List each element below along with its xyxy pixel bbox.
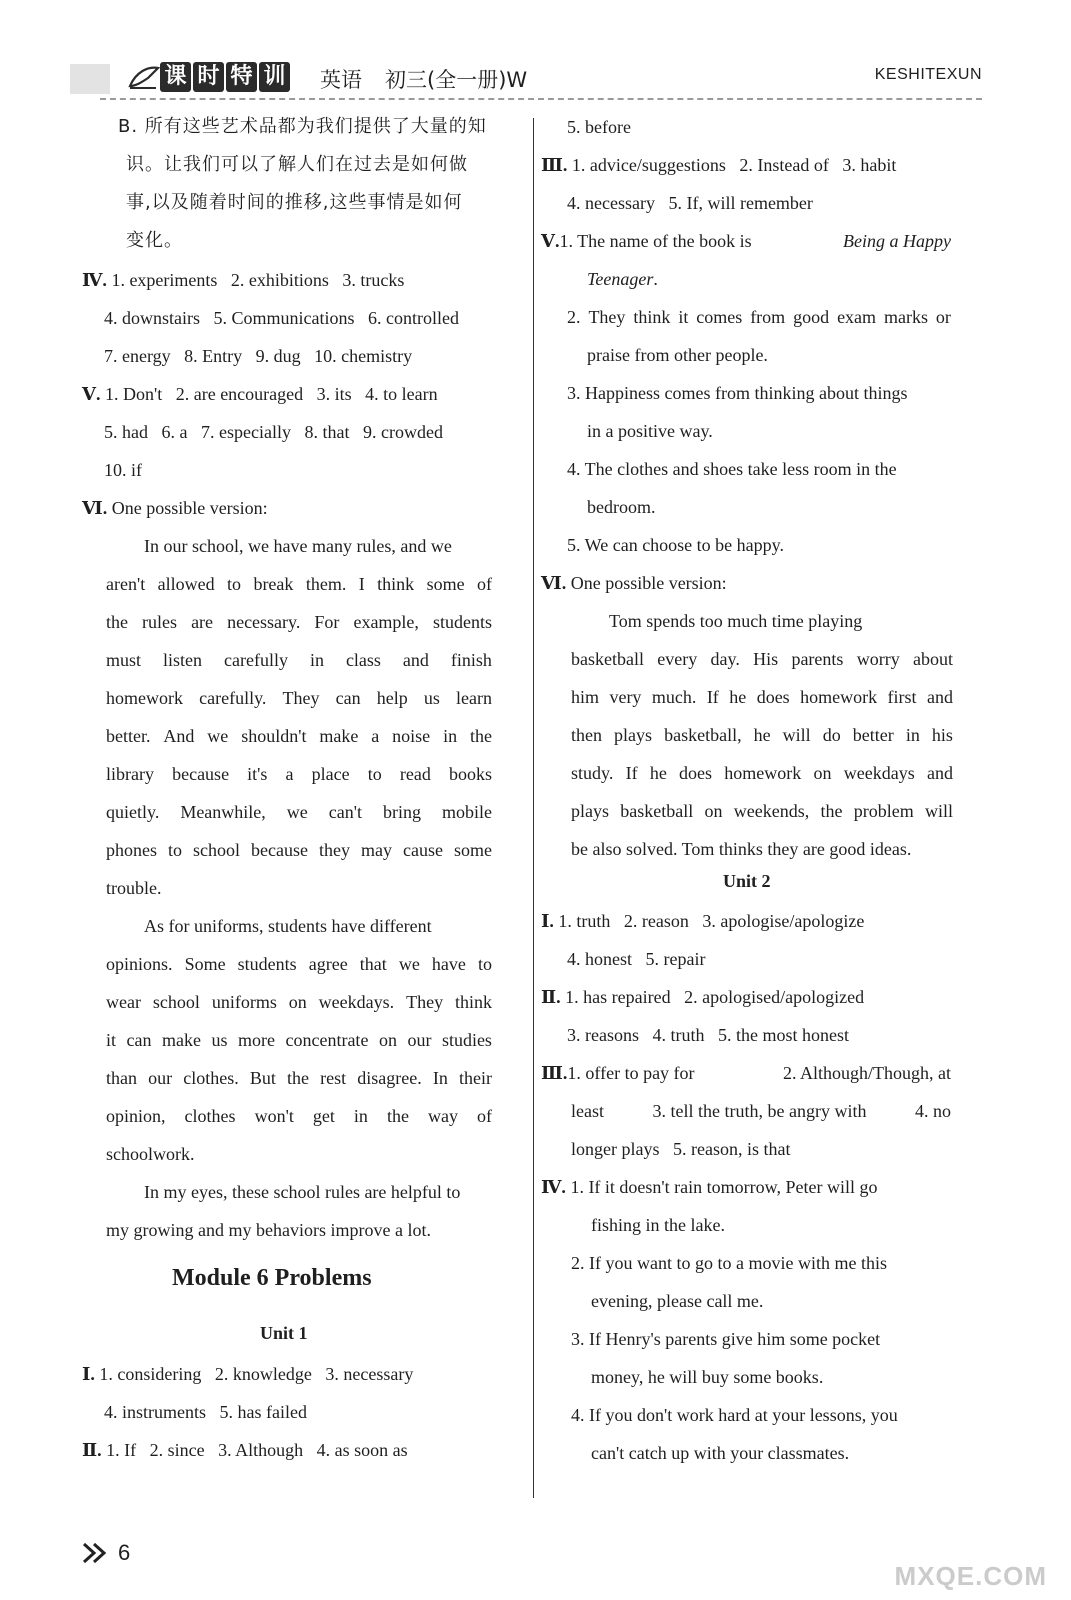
essay-line: As for uniforms, students have different [144, 916, 432, 936]
answer: 5. If, will remember [668, 193, 813, 213]
section-label: One possible version: [111, 498, 268, 518]
u2-section-ii [541, 985, 864, 1009]
section-iv [82, 268, 404, 292]
answer-line: money, he will buy some books. [591, 1367, 824, 1387]
answer: 3. habit [842, 155, 897, 175]
answer: 9. crowded [362, 422, 443, 442]
essay-line: schoolwork. [106, 1144, 195, 1164]
u1-section-i [82, 1362, 413, 1386]
logo-char: 特 [226, 62, 257, 92]
answer: 4. honest [567, 949, 632, 969]
essay-line: be also solved. Tom thinks they are good ideas. [571, 839, 912, 859]
answer-line: evening, please call me. [591, 1291, 764, 1311]
answer-row [104, 344, 412, 368]
answer: 2. are encouraged [175, 384, 304, 404]
answer-line: praise from other people. [587, 345, 768, 365]
essay-line: quietly. Meanwhile, we can't bring mobile [106, 802, 492, 822]
section-v [82, 382, 438, 406]
answer: 2. reason [623, 911, 689, 931]
section-v [541, 229, 951, 253]
watermark-text: MXQE.COM [894, 1561, 1047, 1591]
answer: 1. offer to pay for [567, 1063, 695, 1083]
answer-line: fishing in the lake. [591, 1215, 725, 1235]
essay-line: my growing and my behaviors improve a lot. [106, 1220, 431, 1240]
book-title: Teenager [587, 269, 654, 289]
u2-section-iv [541, 1175, 877, 1199]
essay-line: Tom spends too much time playing [609, 611, 863, 631]
answer: 6. a [161, 422, 188, 442]
column-divider [533, 118, 534, 1498]
essay-line: In our school, we have many rules, and we [144, 536, 452, 556]
essay-line: library because it's a place to read books [106, 764, 492, 784]
answer: 9. dug [255, 346, 301, 366]
answer-row [104, 458, 142, 482]
b-item-line: 识。让我们可以了解人们在过去是如何做 [126, 154, 468, 175]
answer: 3. apologise/apologize [702, 911, 865, 931]
logo-title [160, 62, 290, 92]
header-brand: KESHITEXUN [874, 66, 982, 83]
answer: 7. especially [201, 422, 291, 442]
answer: 10. if [104, 460, 142, 480]
answer: 1. Don't [104, 384, 163, 404]
answer: 2. Although/Though, at [783, 1063, 951, 1083]
answer: least [571, 1101, 604, 1121]
b-item-line: 事,以及随着时间的推移,这些事情是如何 [126, 192, 463, 213]
answer: 3. necessary [325, 1364, 414, 1384]
essay-line: phones to school because they may cause some [106, 840, 492, 860]
answer-row [104, 420, 443, 444]
answer: 2. Instead of [739, 155, 829, 175]
answer: 2. exhibitions [230, 270, 329, 290]
unit1-title: Unit 1 [260, 1323, 308, 1343]
section-vi [541, 571, 727, 595]
section-numeral: Ⅰ. [541, 911, 554, 931]
header-subject: 英语 [320, 68, 362, 92]
essay-line: then plays basketball, he will do better in his [571, 725, 953, 745]
answer-line: 5. We can choose to be happy. [567, 535, 784, 555]
page-footer [82, 1540, 130, 1566]
answer-row [571, 1099, 951, 1123]
answer: 1. experiments [111, 270, 218, 290]
logo-char: 课 [160, 62, 191, 92]
answer: 3. its [316, 384, 352, 404]
answer-row [567, 947, 705, 971]
essay-line: him very much. If he does homework first and [571, 687, 953, 707]
answer: 5. before [567, 117, 631, 137]
answer-line: 2. They think it comes from good exam marks or [567, 307, 951, 327]
essay-line: aren't allowed to break them. I think some of [106, 574, 492, 594]
header-grade: 初三(全一册)W [385, 68, 528, 92]
answer: 1. If [106, 1440, 137, 1460]
answer: 5. reason, is that [672, 1139, 791, 1159]
section-numeral: Ⅳ. [82, 270, 107, 290]
answer: 8. Entry [184, 346, 243, 366]
answer: 2. since [149, 1440, 205, 1460]
essay-line: study. If he does homework on weekdays and [571, 763, 953, 783]
answer: 2. apologised/apologized [684, 987, 865, 1007]
u1-section-ii [82, 1438, 408, 1462]
answer: 1. The name of the book is [559, 231, 752, 251]
answer-line: 3. If Henry's parents give him some pocket [571, 1329, 881, 1349]
u2-section-iii [541, 1061, 951, 1085]
essay-line: wear school uniforms on weekdays. They think [106, 992, 492, 1012]
logo-char: 时 [193, 62, 224, 92]
answer-row [104, 306, 459, 330]
section-numeral: Ⅵ. [82, 498, 108, 518]
answer: 1. If it doesn't rain tomorrow, Peter will go [570, 1177, 878, 1197]
essay-line: must listen carefully in class and finish [106, 650, 492, 670]
answer: 3. trucks [342, 270, 405, 290]
answer: 5. the most honest [717, 1025, 849, 1045]
answer-line: in a positive way. [587, 421, 713, 441]
answer-line: 4. The clothes and shoes take less room in the [567, 459, 897, 479]
answer: 6. controlled [368, 308, 459, 328]
answer: 4. no [914, 1101, 951, 1121]
section-numeral: Ⅴ. [82, 384, 101, 404]
answer: 5. has failed [219, 1402, 307, 1422]
essay-line: In my eyes, these school rules are helpful to [144, 1182, 461, 1202]
watermark [837, 1522, 1047, 1592]
answer: 7. energy [104, 346, 171, 366]
section-label: One possible version: [570, 573, 727, 593]
answer-row [104, 1400, 307, 1424]
answer: 4. to learn [365, 384, 438, 404]
section-numeral: Ⅰ. [82, 1364, 95, 1384]
answer: 4. truth [652, 1025, 705, 1045]
section-numeral: Ⅵ. [541, 573, 567, 593]
u2-section-i [541, 909, 864, 933]
answer: 3. tell the truth, be angry with [652, 1101, 867, 1121]
answer: 5. repair [645, 949, 706, 969]
header-divider [100, 98, 982, 100]
section-numeral: Ⅲ. [541, 1063, 568, 1083]
essay-line: homework carefully. They can help us learn [106, 688, 492, 708]
answer-row [567, 1023, 849, 1047]
page-number: 6 [118, 1540, 131, 1565]
answer-line: bedroom. [587, 497, 656, 517]
answer-line: 3. Happiness comes from thinking about things [567, 383, 908, 403]
answer-row [567, 191, 813, 215]
answer-line: 4. If you don't work hard at your lessons, you [571, 1405, 898, 1425]
module-title: Module 6 Problems [172, 1265, 372, 1291]
answer: 1. has repaired [565, 987, 671, 1007]
punctuation: . [653, 269, 658, 289]
answer: 1. considering [99, 1364, 202, 1384]
answer-line: can't catch up with your classmates. [591, 1443, 850, 1463]
essay-line: better. And we shouldn't make a noise in the [106, 726, 492, 746]
section-iii [541, 153, 896, 177]
essay-line: plays basketball on weekends, the problem will [571, 801, 953, 821]
essay-line: the rules are necessary. For example, students [106, 612, 492, 632]
logo-char: 训 [259, 62, 290, 92]
section-vi [82, 496, 268, 520]
answer: 10. chemistry [314, 346, 413, 366]
section-numeral: Ⅱ. [541, 987, 561, 1007]
unit2-title: Unit 2 [723, 871, 771, 891]
essay-line: than our clothes. But the rest disagree. In their [106, 1068, 492, 1088]
answer: 3. Although [218, 1440, 304, 1460]
answer: 8. that [304, 422, 350, 442]
answer: 3. reasons [567, 1025, 639, 1045]
answer: 5. Communications [213, 308, 355, 328]
essay-line: opinions. Some students agree that we have to [106, 954, 492, 974]
header-gray-block [70, 64, 110, 94]
answer: 4. downstairs [104, 308, 200, 328]
answer-line: 2. If you want to go to a movie with me this [571, 1253, 887, 1273]
b-item-line: 变化。 [126, 230, 183, 251]
essay-line: it can make us more concentrate on our studies [106, 1030, 492, 1050]
pen-logo-icon [126, 62, 162, 92]
answer: 4. necessary [567, 193, 655, 213]
answer: 4. instruments [104, 1402, 206, 1422]
page-header [70, 58, 982, 98]
b-item-line: B. 所有这些艺术品都为我们提供了大量的知 [118, 116, 487, 137]
book-title: Being a Happy [843, 231, 951, 251]
section-numeral: Ⅴ. [541, 231, 560, 251]
answer-row [571, 1137, 790, 1161]
answer: 2. knowledge [214, 1364, 312, 1384]
essay-line: trouble. [106, 878, 162, 898]
answer: 1. advice/suggestions [571, 155, 726, 175]
answer: 4. as soon as [316, 1440, 408, 1460]
answer-row [587, 267, 658, 291]
section-numeral: Ⅲ. [541, 155, 568, 175]
answer: 1. truth [558, 911, 611, 931]
double-chevron-icon [82, 1542, 108, 1564]
answer: 5. had [104, 422, 148, 442]
essay-line: opinion, clothes won't get in the way of [106, 1106, 492, 1126]
essay-line: basketball every day. His parents worry about [571, 649, 953, 669]
section-numeral: Ⅱ. [82, 1440, 102, 1460]
answer: longer plays [571, 1139, 660, 1159]
section-numeral: Ⅳ. [541, 1177, 566, 1197]
